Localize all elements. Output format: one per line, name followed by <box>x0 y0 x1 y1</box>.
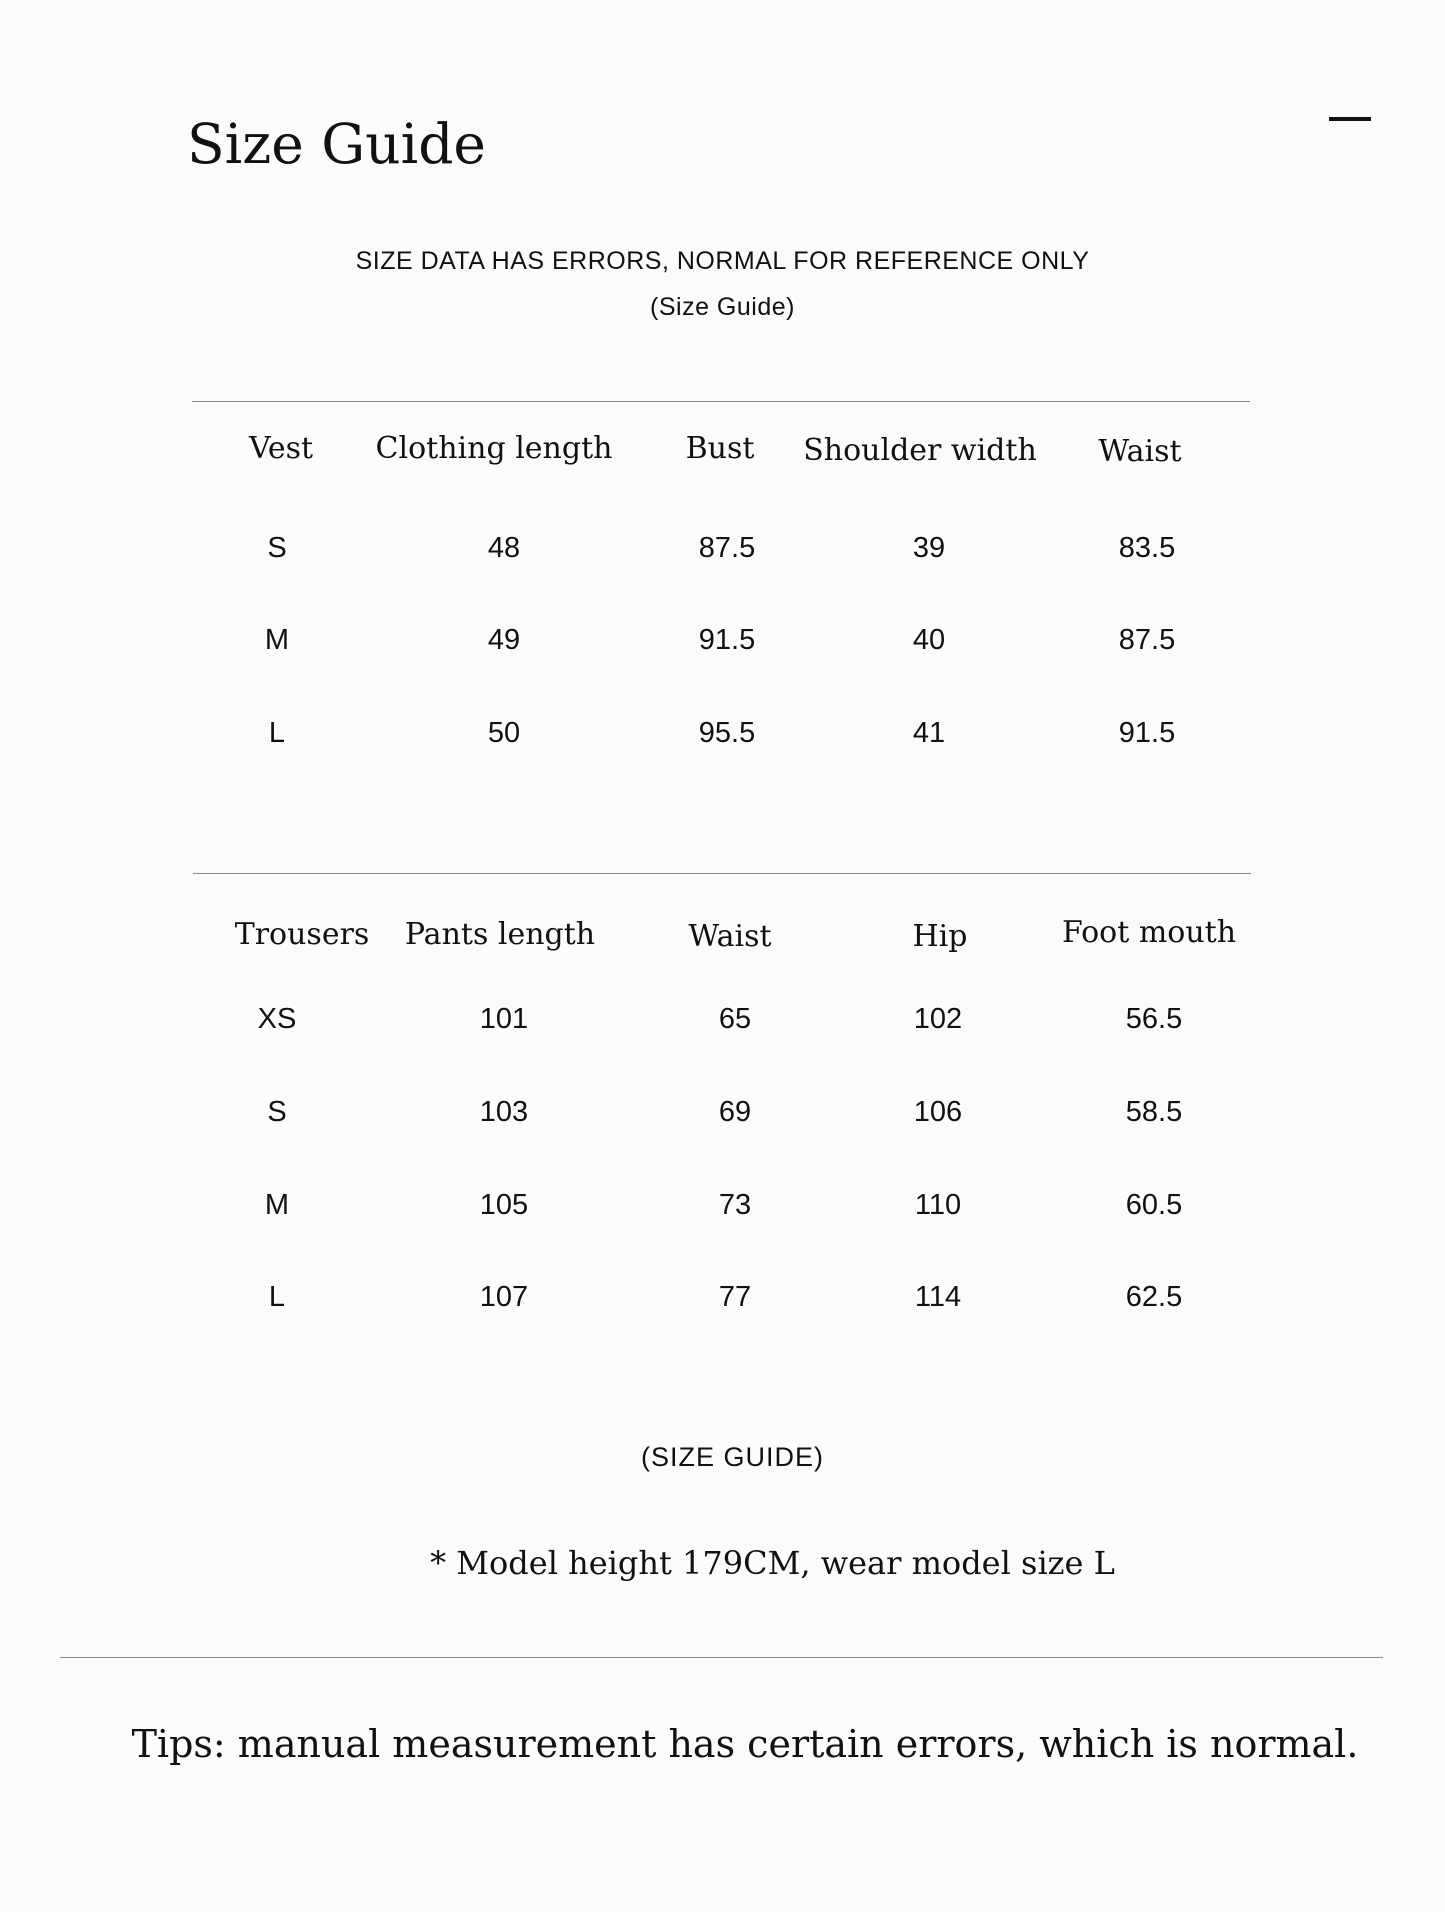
vest-cell-bust: 91.5 <box>698 624 756 656</box>
vest-cell-shoulder-width: 41 <box>912 717 946 749</box>
vest-header-waist: Waist <box>1098 434 1182 469</box>
trousers-cell-hip: 114 <box>914 1281 962 1313</box>
vest-cell-waist: 83.5 <box>1118 532 1176 564</box>
vest-table-top-rule <box>192 401 1250 402</box>
trousers-cell-pants-length: 103 <box>479 1096 529 1128</box>
vest-cell-shoulder-width: 40 <box>912 624 946 656</box>
vest-cell-bust: 87.5 <box>698 532 756 564</box>
vest-header-clothing-length: Clothing length <box>375 431 613 466</box>
tips-note: Tips: manual measurement has certain errors, which is normal. <box>131 1722 1359 1766</box>
trousers-cell-waist: 73 <box>718 1189 752 1221</box>
trousers-header-size: Trousers <box>234 917 370 952</box>
vest-cell-clothing-length: 50 <box>487 717 521 749</box>
vest-header-bust: Bust <box>685 431 755 466</box>
page-title: Size Guide <box>187 112 486 176</box>
vest-cell-clothing-length: 49 <box>487 624 521 656</box>
trousers-cell-hip: 110 <box>914 1189 962 1221</box>
trousers-cell-foot-mouth: 62.5 <box>1125 1281 1183 1313</box>
trousers-cell-waist: 69 <box>718 1096 752 1128</box>
trousers-header-waist: Waist <box>688 919 772 954</box>
minimize-icon[interactable] <box>1329 117 1371 121</box>
trousers-cell-size: M <box>264 1189 290 1221</box>
trousers-cell-hip: 106 <box>913 1096 963 1128</box>
model-height-note: * Model height 179CM, wear model size L <box>430 1544 1115 1582</box>
trousers-cell-size: S <box>267 1096 287 1128</box>
vest-cell-bust: 95.5 <box>698 717 756 749</box>
trousers-cell-hip: 102 <box>913 1003 963 1035</box>
trousers-cell-foot-mouth: 56.5 <box>1125 1003 1183 1035</box>
vest-cell-size: S <box>267 532 287 564</box>
footer-rule <box>60 1657 1383 1658</box>
vest-cell-waist: 87.5 <box>1118 624 1176 656</box>
trousers-cell-foot-mouth: 58.5 <box>1125 1096 1183 1128</box>
vest-header-size: Vest <box>248 431 314 466</box>
size-guide-footer-label: (SIZE GUIDE) <box>640 1442 824 1472</box>
trousers-cell-size: L <box>268 1281 286 1313</box>
trousers-cell-pants-length: 101 <box>479 1003 529 1035</box>
trousers-cell-size: XS <box>257 1003 297 1035</box>
trousers-cell-pants-length: 107 <box>479 1281 529 1313</box>
trousers-cell-waist: 77 <box>718 1281 752 1313</box>
trousers-cell-waist: 65 <box>718 1003 752 1035</box>
size-guide-subtitle: (Size Guide) <box>650 293 795 321</box>
trousers-cell-foot-mouth: 60.5 <box>1125 1189 1183 1221</box>
trousers-header-hip: Hip <box>912 919 968 954</box>
trousers-header-pants-length: Pants length <box>404 917 596 952</box>
trousers-cell-pants-length: 105 <box>479 1189 529 1221</box>
size-data-note: SIZE DATA HAS ERRORS, NORMAL FOR REFERENCE ONLY <box>355 247 1090 275</box>
vest-cell-shoulder-width: 39 <box>912 532 946 564</box>
vest-header-shoulder-width: Shoulder width <box>803 433 1037 468</box>
vest-cell-clothing-length: 48 <box>487 532 521 564</box>
trousers-header-foot-mouth: Foot mouth <box>1061 915 1237 950</box>
trousers-table-top-rule <box>193 873 1251 874</box>
vest-cell-waist: 91.5 <box>1118 717 1176 749</box>
vest-cell-size: M <box>264 624 290 656</box>
vest-cell-size: L <box>268 717 286 749</box>
